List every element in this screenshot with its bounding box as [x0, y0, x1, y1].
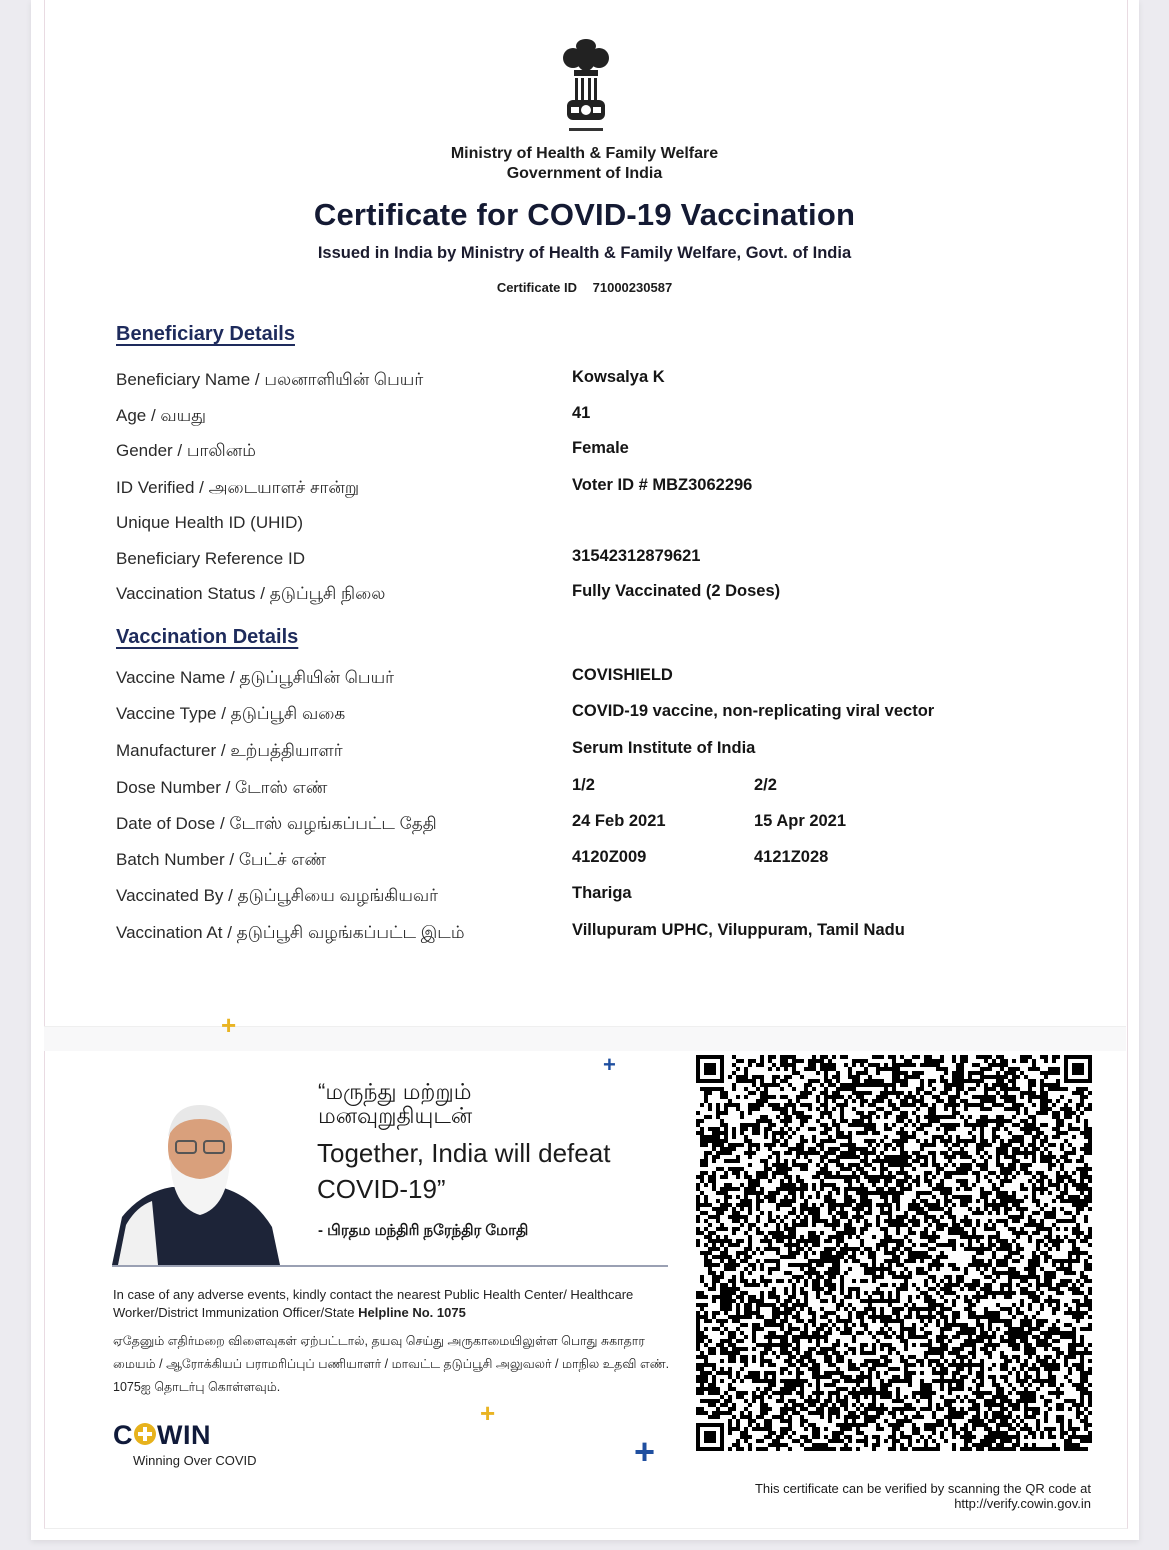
ministry-name: Ministry of Health & Family Welfare: [450, 145, 719, 162]
row-value: 31542312879621: [572, 547, 701, 565]
vaccination-details-heading: Vaccination Details: [116, 626, 299, 648]
row-label: Vaccine Name / தடுப்பூசியின் பெயர்: [116, 668, 395, 687]
row-value: Villupuram UPHC, Viluppuram, Tamil Nadu: [572, 921, 905, 939]
cowin-logo-c: C: [113, 1420, 133, 1450]
dose1-value: 24 Feb 2021: [572, 812, 666, 830]
beneficiary-row: [116, 441, 1076, 465]
beneficiary-row: [116, 478, 1076, 502]
beneficiary-row: [116, 406, 1076, 430]
row-value: COVID-19 vaccine, non-replicating viral vector: [572, 702, 935, 720]
dose2-value: 4121Z028: [754, 848, 829, 866]
beneficiary-row: [116, 513, 1076, 537]
yellow-plus-icon: +: [221, 1010, 237, 1040]
vaccination-row: [116, 886, 1076, 910]
verification-qr-code: [696, 1055, 1092, 1451]
row-value: Thariga: [572, 884, 632, 902]
row-label: Beneficiary Reference ID: [116, 549, 305, 568]
blue-plus-icon: +: [603, 1052, 616, 1077]
national-emblem-icon: [555, 36, 617, 136]
row-label: ID Verified / அடையாளச் சான்று: [116, 478, 360, 497]
certificate-title: Certificate for COVID-19 Vaccination: [313, 197, 856, 232]
yellow-plus-icon: +: [480, 1398, 496, 1428]
row-label: Vaccine Type / தடுப்பூசி வகை: [116, 704, 346, 723]
vaccination-row: [116, 923, 1076, 947]
beneficiary-row: [116, 584, 1076, 608]
certificate-id: [0, 280, 1169, 295]
verification-note: [755, 1481, 1091, 1511]
beneficiary-details-heading: Beneficiary Details: [116, 323, 295, 345]
quote-tamil: [318, 1080, 472, 1128]
row-value: Female: [572, 439, 629, 457]
row-label: Batch Number / பேட்ச் எண்: [116, 850, 327, 869]
government-name: Government of India: [506, 165, 663, 182]
row-label: Unique Health ID (UHID): [116, 513, 304, 532]
cowin-plus-icon: [134, 1423, 156, 1445]
row-label: Age / வயது: [116, 406, 207, 425]
certificate-subtitle: Issued in India by Ministry of Health & Family Welfare, Govt. of India: [317, 244, 852, 262]
verify-url: http://verify.cowin.gov.in: [954, 1496, 1091, 1511]
adverse-events-text: In case of any adverse events, kindly contact the nearest Public Health Center/ Healthcare Worker/District Immunization Officer/State: [113, 1287, 634, 1320]
quote-attribution: - பிரதம மந்திரி நரேந்திர மோதி: [318, 1222, 529, 1239]
adverse-events-english: [113, 1286, 673, 1322]
quote-tamil-line2: மனவுறுதியுடன்: [318, 1103, 473, 1128]
cowin-logo-rest: WIN: [157, 1420, 211, 1450]
prime-minister-portrait: [112, 1097, 280, 1265]
row-value: Kowsalya K: [572, 368, 665, 386]
dose2-value: 2/2: [754, 776, 777, 794]
quote-english: [317, 1135, 610, 1207]
vaccination-row: [116, 814, 1076, 838]
dose2-value: 15 Apr 2021: [754, 812, 847, 830]
helpline-number: Helpline No. 1075: [358, 1305, 466, 1320]
quote-english-line2: COVID-19”: [317, 1174, 446, 1204]
vaccination-row: [116, 704, 1076, 728]
certificate-id-value: 71000230587: [592, 280, 673, 295]
row-label: Beneficiary Name / பலனாளியின் பெயர்: [116, 370, 424, 389]
row-label: Vaccination Status / தடுப்பூசி நிலை: [116, 584, 386, 603]
row-label: Vaccinated By / தடுப்பூசியை வழங்கியவர்: [116, 886, 439, 905]
vaccination-row: [116, 778, 1076, 802]
cowin-tagline: Winning Over COVID: [133, 1453, 257, 1468]
beneficiary-row: [116, 549, 1076, 573]
vaccination-row: [116, 668, 1076, 692]
cowin-logo: [113, 1420, 211, 1451]
adverse-events-tamil: ஏதேனும் எதிர்மறை விளைவுகள் ஏற்பட்டால், தயவு செய்து அருகாமையிலுள்ள பொது சுகாதார மையம் / ஆரோக்கியப் பராமரிப்புப் பணியாளர் / மாவட்ட தடுப்பூசி அலுவலர் / மாநில உதவி எண். 1075ஐ தொடர்பு கொள்ளவும்.: [113, 1334, 670, 1394]
row-label: Gender / பாலினம்: [116, 441, 256, 460]
row-value: Serum Institute of India: [572, 739, 756, 757]
row-value: 41: [572, 404, 591, 422]
row-value: Voter ID # MBZ3062296: [572, 476, 753, 494]
row-label: Dose Number / டோஸ் எண்: [116, 778, 328, 797]
blue-plus-icon: +: [634, 1431, 656, 1472]
dose1-value: 1/2: [572, 776, 595, 794]
dose1-value: 4120Z009: [572, 848, 647, 866]
quote-divider: [112, 1265, 668, 1267]
certificate-id-label: Certificate ID: [496, 280, 578, 295]
vaccination-row: [116, 741, 1076, 765]
row-label: Vaccination At / தடுப்பூசி வழங்கப்பட்ட இடம்: [116, 923, 465, 942]
row-label: Date of Dose / டோஸ் வழங்கப்பட்ட தேதி: [116, 814, 437, 833]
verify-text: This certificate can be verified by scanning the QR code at: [754, 1481, 1091, 1496]
row-value: Fully Vaccinated (2 Doses): [572, 582, 781, 600]
beneficiary-row: [116, 370, 1076, 394]
vaccination-row: [116, 850, 1076, 874]
row-label: Manufacturer / உற்பத்தியாளர்: [116, 741, 343, 760]
quote-english-line1: Together, India will defeat: [317, 1138, 611, 1168]
row-value: COVISHIELD: [572, 666, 673, 684]
quote-tamil-line1: “மருந்து மற்றும்: [318, 1079, 472, 1104]
footer-band: [44, 1026, 1126, 1051]
